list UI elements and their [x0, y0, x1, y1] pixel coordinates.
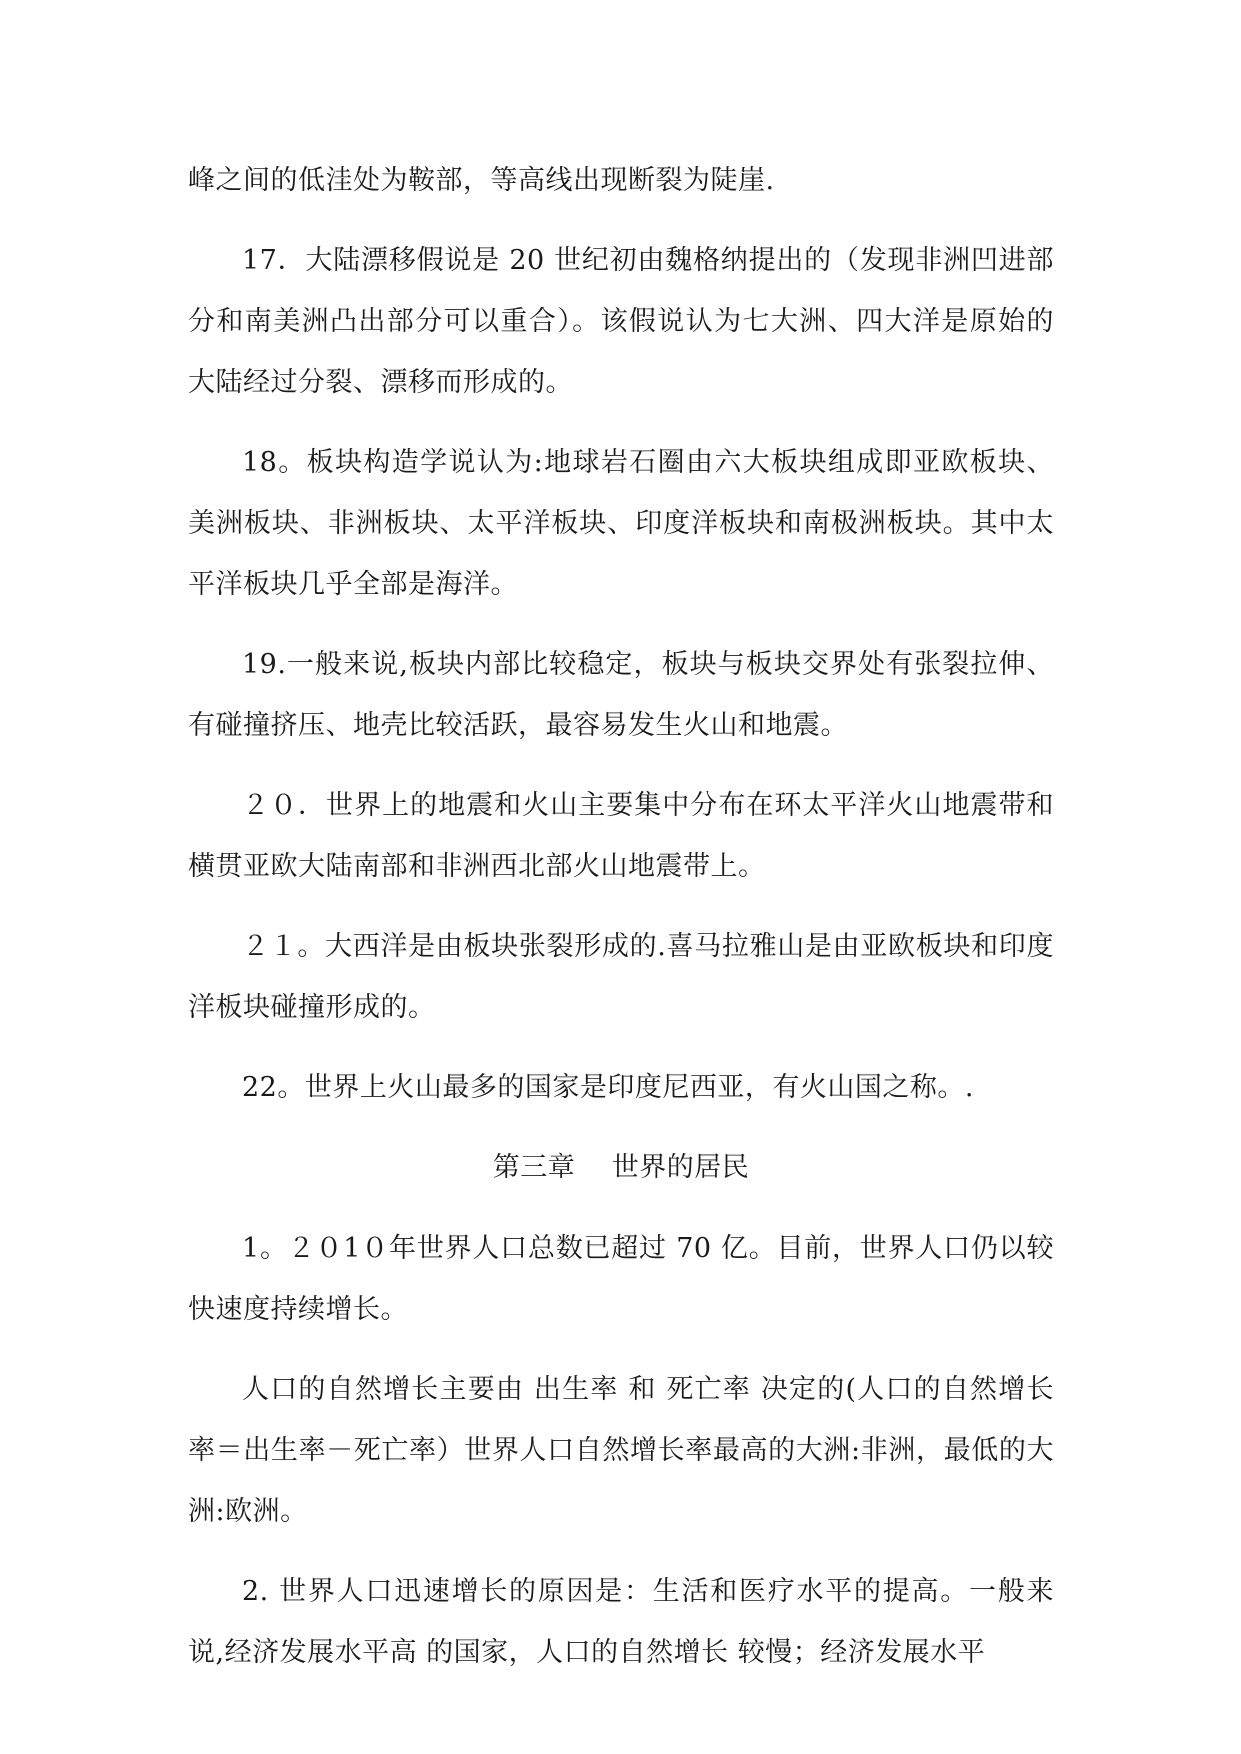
- paragraph-continuation: 峰之间的低洼处为鞍部，等高线出现断裂为陡崖.: [188, 165, 775, 196]
- paragraph-item-20: ２０．世界上的地震和火山主要集中分布在环太平洋火山地震带和横贯亚欧大陆南部和非洲西北部火山地震带上。: [188, 790, 1054, 882]
- paragraph-item-21: ２１。大西洋是由板块张裂形成的.喜马拉雅山是由亚欧板块和印度洋板块碰撞形成的。: [188, 931, 1054, 1023]
- paragraph-item-19: 19.一般来说,板块内部比较稳定，板块与板块交界处有张裂拉伸、有碰撞挤压、地壳比较活跃，最容易发生火山和地震。: [188, 649, 1054, 741]
- paragraph-natural-growth: 人口的自然增长主要由 出生率 和 死亡率 决定的(人口的自然增长率＝出生率－死亡率）世界人口自然增长率最高的大洲:非洲，最低的大洲:欧洲。: [188, 1374, 1054, 1527]
- chapter-title: 第三章 世界的居民: [492, 1152, 750, 1183]
- paragraph-item-22: 22。世界上火山最多的国家是印度尼西亚，有火山国之称。.: [242, 1072, 974, 1103]
- paragraph-chapter-item-2: 2. 世界人口迅速增长的原因是：生活和医疗水平的提高。一般来说,经济发展水平高 的国家，人口的自然增长 较慢；经济发展水平: [188, 1576, 1054, 1668]
- paragraph-item-17: 17．大陆漂移假说是 20 世纪初由魏格纳提出的（发现非洲凹进部分和南美洲凸出部分可以重合）。该假说认为七大洲、四大洋是原始的大陆经过分裂、漂移而形成的。: [188, 245, 1054, 398]
- paragraph-chapter-item-1: 1。２０1０年世界人口总数已超过 70 亿。目前，世界人口仍以较快速度持续增长。: [188, 1233, 1054, 1325]
- paragraph-item-18: 18。板块构造学说认为:地球岩石圈由六大板块组成即亚欧板块、美洲板块、非洲板块、太平洋板块、印度洋板块和南极洲板块。其中太平洋板块几乎全部是海洋。: [188, 447, 1054, 600]
- document-body: [188, 150, 1054, 1683]
